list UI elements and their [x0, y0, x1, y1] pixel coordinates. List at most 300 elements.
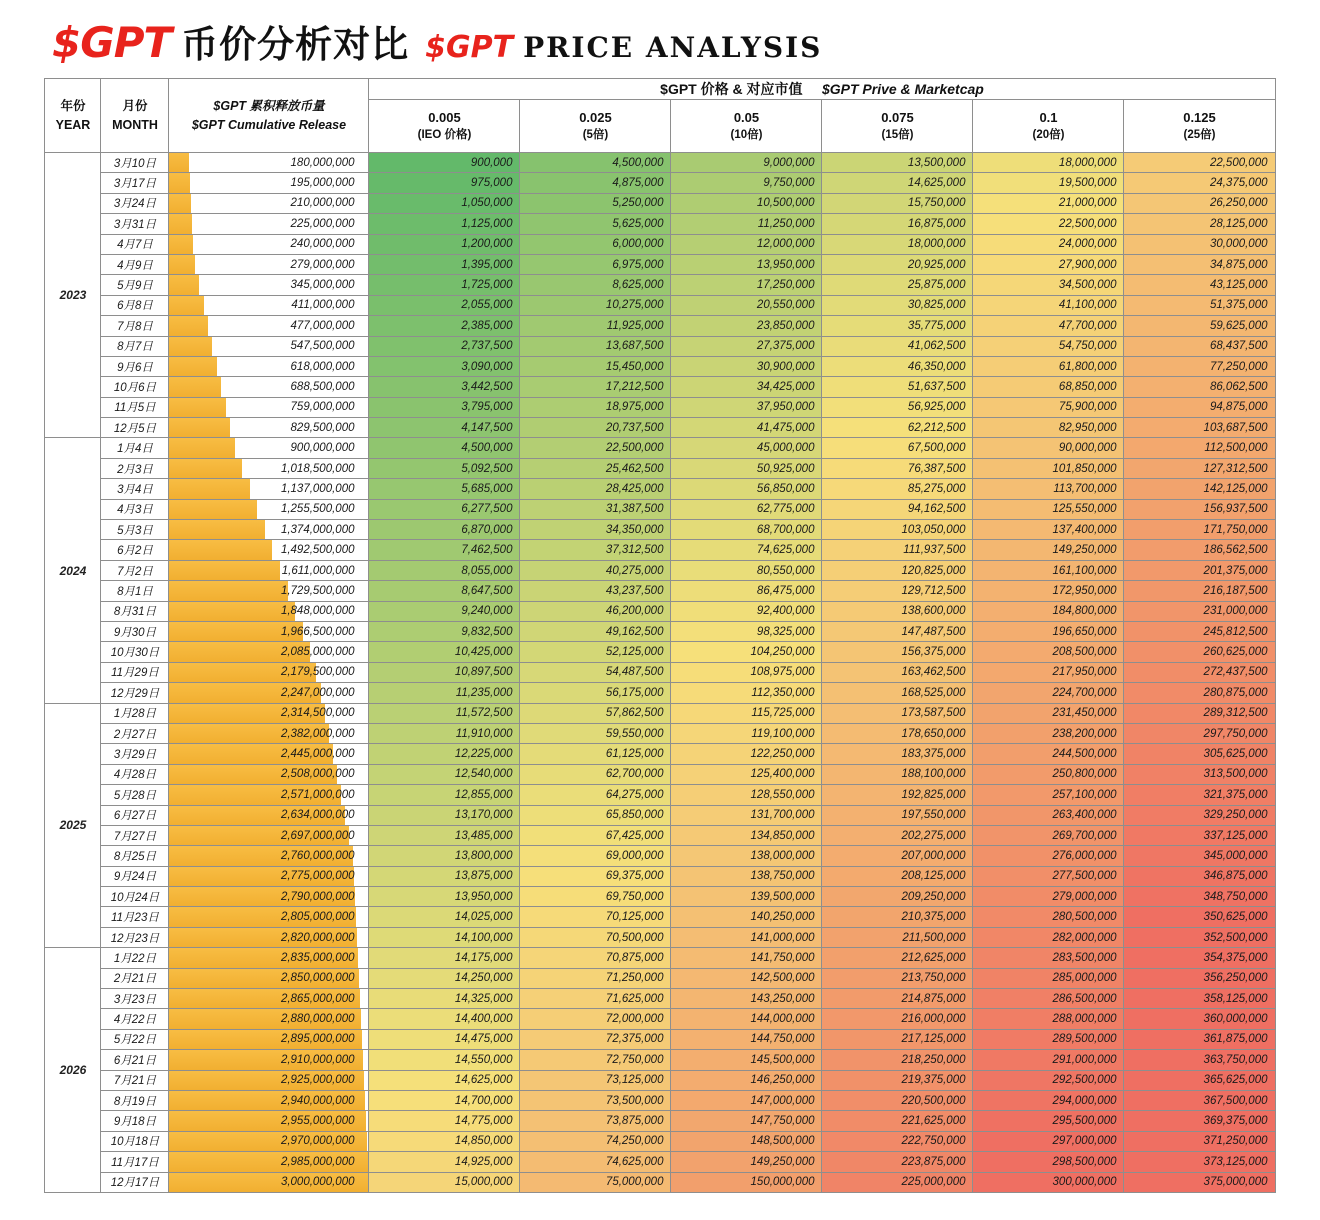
- marketcap-cell: 18,000,000: [822, 234, 973, 254]
- marketcap-cell: 3,442,500: [369, 377, 520, 397]
- release-value: 2,508,000,000: [280, 768, 355, 781]
- header-release-en: $GPT Cumulative Release: [191, 117, 347, 132]
- marketcap-cell: 12,540,000: [369, 764, 520, 784]
- cumulative-release-cell: [169, 723, 369, 743]
- month-cell: 3月23日: [101, 989, 169, 1009]
- marketcap-cell: 139,500,000: [671, 887, 822, 907]
- marketcap-cell: 103,687,500: [1124, 418, 1275, 438]
- release-value: 2,805,000,000: [280, 911, 355, 924]
- table-row: [45, 601, 1275, 621]
- header-cumulative-release: [169, 79, 369, 153]
- header-price-value: 0.05: [733, 109, 760, 125]
- release-value: 2,179,500,000: [280, 666, 355, 679]
- marketcap-cell: 197,550,000: [822, 805, 973, 825]
- month-cell: 9月6日: [101, 356, 169, 376]
- month-cell: 6月8日: [101, 295, 169, 315]
- marketcap-cell: 14,475,000: [369, 1029, 520, 1049]
- table-row: [45, 1050, 1275, 1070]
- marketcap-cell: 68,437,500: [1124, 336, 1275, 356]
- title-gpt-token: $GPT: [52, 18, 172, 67]
- release-value: 618,000,000: [290, 360, 355, 373]
- title-gpt-token-2: $GPT: [425, 30, 514, 65]
- marketcap-cell: 80,550,000: [671, 560, 822, 580]
- marketcap-cell: 14,100,000: [369, 927, 520, 947]
- marketcap-cell: 65,850,000: [520, 805, 671, 825]
- month-cell: 11月29日: [101, 662, 169, 682]
- header-group-en: $GPT Prive & Marketcap: [821, 81, 984, 97]
- marketcap-cell: 14,025,000: [369, 907, 520, 927]
- header-price-4: [822, 100, 973, 153]
- marketcap-cell: 184,800,000: [973, 601, 1124, 621]
- marketcap-cell: 13,485,000: [369, 825, 520, 845]
- table-row: [45, 173, 1275, 193]
- cumulative-release-cell: [169, 642, 369, 662]
- marketcap-cell: 10,897,500: [369, 662, 520, 682]
- month-cell: 4月22日: [101, 1009, 169, 1029]
- marketcap-cell: 67,425,000: [520, 825, 671, 845]
- marketcap-cell: 149,250,000: [973, 540, 1124, 560]
- cumulative-release-cell: [169, 540, 369, 560]
- marketcap-cell: 269,700,000: [973, 825, 1124, 845]
- table-row: [45, 948, 1275, 968]
- marketcap-cell: 13,500,000: [822, 153, 973, 173]
- marketcap-cell: 975,000: [369, 173, 520, 193]
- marketcap-cell: 142,125,000: [1124, 479, 1275, 499]
- release-value: 2,634,000,000: [280, 809, 355, 822]
- month-cell: 2月27日: [101, 723, 169, 743]
- marketcap-cell: 12,000,000: [671, 234, 822, 254]
- cumulative-release-cell: [169, 744, 369, 764]
- marketcap-cell: 9,240,000: [369, 601, 520, 621]
- table-row: [45, 499, 1275, 519]
- marketcap-cell: 144,750,000: [671, 1029, 822, 1049]
- table-row: [45, 418, 1275, 438]
- marketcap-cell: 148,500,000: [671, 1131, 822, 1151]
- month-cell: 2月21日: [101, 968, 169, 988]
- release-value: 2,571,000,000: [280, 788, 355, 801]
- month-cell: 3月29日: [101, 744, 169, 764]
- marketcap-cell: 358,125,000: [1124, 989, 1275, 1009]
- marketcap-cell: 68,850,000: [973, 377, 1124, 397]
- marketcap-cell: 6,870,000: [369, 520, 520, 540]
- marketcap-cell: 34,350,000: [520, 520, 671, 540]
- month-cell: 7月2日: [101, 560, 169, 580]
- cumulative-release-cell: [169, 234, 369, 254]
- table-header: [45, 79, 1275, 153]
- marketcap-cell: 141,000,000: [671, 927, 822, 947]
- cumulative-release-cell: [169, 336, 369, 356]
- table-row: [45, 968, 1275, 988]
- marketcap-cell: 68,700,000: [671, 520, 822, 540]
- month-cell: 10月24日: [101, 887, 169, 907]
- cumulative-release-cell: [169, 887, 369, 907]
- header-year-cn: 年份: [60, 98, 86, 113]
- table-row: [45, 581, 1275, 601]
- marketcap-cell: 375,000,000: [1124, 1172, 1275, 1192]
- marketcap-cell: 112,500,000: [1124, 438, 1275, 458]
- release-value: 829,500,000: [290, 421, 355, 434]
- month-cell: 9月24日: [101, 866, 169, 886]
- month-cell: 8月25日: [101, 846, 169, 866]
- marketcap-cell: 360,000,000: [1124, 1009, 1275, 1029]
- marketcap-cell: 288,000,000: [973, 1009, 1124, 1029]
- marketcap-cell: 86,062,500: [1124, 377, 1275, 397]
- month-cell: 9月30日: [101, 621, 169, 641]
- month-cell: 4月9日: [101, 254, 169, 274]
- release-value: 1,611,000,000: [281, 564, 355, 577]
- table-row: [45, 397, 1275, 417]
- table-row: [45, 275, 1275, 295]
- marketcap-cell: 171,750,000: [1124, 520, 1275, 540]
- marketcap-cell: 31,387,500: [520, 499, 671, 519]
- marketcap-cell: 41,062,500: [822, 336, 973, 356]
- marketcap-cell: 28,425,000: [520, 479, 671, 499]
- marketcap-cell: 47,700,000: [973, 316, 1124, 336]
- month-cell: 5月28日: [101, 785, 169, 805]
- marketcap-cell: 56,850,000: [671, 479, 822, 499]
- marketcap-cell: 192,825,000: [822, 785, 973, 805]
- header-price-2: [520, 100, 671, 153]
- marketcap-cell: 90,000,000: [973, 438, 1124, 458]
- marketcap-cell: 108,975,000: [671, 662, 822, 682]
- marketcap-cell: 260,625,000: [1124, 642, 1275, 662]
- marketcap-cell: 147,487,500: [822, 621, 973, 641]
- marketcap-cell: 163,462,500: [822, 662, 973, 682]
- marketcap-cell: 34,500,000: [973, 275, 1124, 295]
- marketcap-cell: 52,125,000: [520, 642, 671, 662]
- marketcap-cell: 245,812,500: [1124, 621, 1275, 641]
- marketcap-cell: 94,162,500: [822, 499, 973, 519]
- release-value: 688,500,000: [290, 380, 355, 393]
- marketcap-cell: 13,800,000: [369, 846, 520, 866]
- month-cell: 5月9日: [101, 275, 169, 295]
- cumulative-release-cell: [169, 499, 369, 519]
- marketcap-cell: 173,587,500: [822, 703, 973, 723]
- marketcap-cell: 207,000,000: [822, 846, 973, 866]
- table-row: [45, 1152, 1275, 1172]
- marketcap-cell: 46,350,000: [822, 356, 973, 376]
- marketcap-cell: 23,850,000: [671, 316, 822, 336]
- marketcap-cell: 9,832,500: [369, 621, 520, 641]
- marketcap-cell: 20,925,000: [822, 254, 973, 274]
- marketcap-cell: 46,200,000: [520, 601, 671, 621]
- marketcap-cell: 11,910,000: [369, 723, 520, 743]
- marketcap-cell: 21,000,000: [973, 193, 1124, 213]
- header-month-en: MONTH: [112, 117, 158, 132]
- marketcap-cell: 82,950,000: [973, 418, 1124, 438]
- marketcap-cell: 1,200,000: [369, 234, 520, 254]
- release-value: 1,966,500,000: [280, 625, 355, 638]
- cumulative-release-cell: [169, 907, 369, 927]
- marketcap-cell: 57,862,500: [520, 703, 671, 723]
- marketcap-cell: 59,625,000: [1124, 316, 1275, 336]
- marketcap-cell: 141,750,000: [671, 948, 822, 968]
- marketcap-cell: 12,225,000: [369, 744, 520, 764]
- marketcap-cell: 280,500,000: [973, 907, 1124, 927]
- marketcap-cell: 356,250,000: [1124, 968, 1275, 988]
- marketcap-cell: 14,400,000: [369, 1009, 520, 1029]
- marketcap-cell: 120,825,000: [822, 560, 973, 580]
- release-value: 2,790,000,000: [280, 890, 355, 903]
- marketcap-cell: 70,500,000: [520, 927, 671, 947]
- marketcap-cell: 129,712,500: [822, 581, 973, 601]
- marketcap-cell: 168,525,000: [822, 683, 973, 703]
- year-cell: 2023: [45, 153, 101, 438]
- marketcap-cell: 137,400,000: [973, 520, 1124, 540]
- marketcap-cell: 297,000,000: [973, 1131, 1124, 1151]
- cumulative-release-cell: [169, 418, 369, 438]
- table-row: [45, 703, 1275, 723]
- marketcap-cell: 14,925,000: [369, 1152, 520, 1172]
- cumulative-release-cell: [169, 479, 369, 499]
- table-row: [45, 785, 1275, 805]
- marketcap-cell: 183,375,000: [822, 744, 973, 764]
- table-row: [45, 989, 1275, 1009]
- marketcap-cell: 276,000,000: [973, 846, 1124, 866]
- marketcap-cell: 11,925,000: [520, 316, 671, 336]
- header-price-note: (25倍): [1183, 129, 1216, 142]
- cumulative-release-cell: [169, 1172, 369, 1192]
- marketcap-cell: 352,500,000: [1124, 927, 1275, 947]
- release-value: 2,445,000,000: [280, 748, 355, 761]
- marketcap-cell: 56,175,000: [520, 683, 671, 703]
- cumulative-release-cell: [169, 662, 369, 682]
- marketcap-cell: 20,550,000: [671, 295, 822, 315]
- marketcap-cell: 196,650,000: [973, 621, 1124, 641]
- cumulative-release-cell: [169, 621, 369, 641]
- marketcap-cell: 18,975,000: [520, 397, 671, 417]
- marketcap-cell: 1,395,000: [369, 254, 520, 274]
- marketcap-cell: 30,000,000: [1124, 234, 1275, 254]
- marketcap-cell: 289,500,000: [973, 1029, 1124, 1049]
- marketcap-cell: 1,050,000: [369, 193, 520, 213]
- release-value: 2,880,000,000: [280, 1013, 355, 1026]
- marketcap-cell: 16,875,000: [822, 214, 973, 234]
- table-row: [45, 662, 1275, 682]
- release-value: 2,382,000,000: [280, 727, 355, 740]
- table-row: [45, 458, 1275, 478]
- marketcap-cell: 5,092,500: [369, 458, 520, 478]
- marketcap-cell: 70,125,000: [520, 907, 671, 927]
- marketcap-cell: 74,250,000: [520, 1131, 671, 1151]
- year-cell: 2025: [45, 703, 101, 948]
- marketcap-cell: 62,212,500: [822, 418, 973, 438]
- marketcap-cell: 210,375,000: [822, 907, 973, 927]
- month-cell: 8月1日: [101, 581, 169, 601]
- marketcap-cell: 14,625,000: [369, 1070, 520, 1090]
- release-value: 240,000,000: [290, 238, 355, 251]
- cumulative-release-cell: [169, 785, 369, 805]
- cumulative-release-cell: [169, 560, 369, 580]
- page-title: [24, 14, 1296, 68]
- marketcap-cell: 14,775,000: [369, 1111, 520, 1131]
- marketcap-cell: 112,350,000: [671, 683, 822, 703]
- marketcap-cell: 208,500,000: [973, 642, 1124, 662]
- marketcap-cell: 300,000,000: [973, 1172, 1124, 1192]
- marketcap-cell: 1,725,000: [369, 275, 520, 295]
- marketcap-cell: 213,750,000: [822, 968, 973, 988]
- month-cell: 5月3日: [101, 520, 169, 540]
- month-cell: 8月19日: [101, 1090, 169, 1110]
- marketcap-cell: 365,625,000: [1124, 1070, 1275, 1090]
- header-group-cn: $GPT 价格 & 对应市值: [660, 81, 803, 97]
- header-price-note: (20倍): [1032, 129, 1065, 142]
- release-value: 180,000,000: [290, 156, 355, 169]
- marketcap-cell: 15,000,000: [369, 1172, 520, 1192]
- month-cell: 4月7日: [101, 234, 169, 254]
- marketcap-cell: 313,500,000: [1124, 764, 1275, 784]
- release-value: 2,970,000,000: [280, 1135, 355, 1148]
- marketcap-cell: 1,125,000: [369, 214, 520, 234]
- marketcap-cell: 4,500,000: [369, 438, 520, 458]
- month-cell: 12月17日: [101, 1172, 169, 1192]
- marketcap-cell: 222,750,000: [822, 1131, 973, 1151]
- marketcap-cell: 146,250,000: [671, 1070, 822, 1090]
- marketcap-cell: 142,500,000: [671, 968, 822, 988]
- marketcap-cell: 86,475,000: [671, 581, 822, 601]
- marketcap-cell: 291,000,000: [973, 1050, 1124, 1070]
- release-value: 2,820,000,000: [280, 931, 355, 944]
- release-value: 477,000,000: [290, 319, 355, 332]
- table-row: [45, 1070, 1275, 1090]
- marketcap-cell: 361,875,000: [1124, 1029, 1275, 1049]
- cumulative-release-cell: [169, 295, 369, 315]
- cumulative-release-cell: [169, 397, 369, 417]
- release-value: 2,775,000,000: [280, 870, 355, 883]
- marketcap-cell: 67,500,000: [822, 438, 973, 458]
- table-row: [45, 153, 1275, 173]
- month-cell: 8月31日: [101, 601, 169, 621]
- marketcap-cell: 115,725,000: [671, 703, 822, 723]
- marketcap-cell: 216,000,000: [822, 1009, 973, 1029]
- table-row: [45, 560, 1275, 580]
- marketcap-cell: 298,500,000: [973, 1152, 1124, 1172]
- month-cell: 3月17日: [101, 173, 169, 193]
- marketcap-cell: 20,737,500: [520, 418, 671, 438]
- release-value: 1,729,500,000: [280, 584, 355, 597]
- marketcap-cell: 363,750,000: [1124, 1050, 1275, 1070]
- marketcap-cell: 103,050,000: [822, 520, 973, 540]
- marketcap-cell: 41,100,000: [973, 295, 1124, 315]
- marketcap-cell: 369,375,000: [1124, 1111, 1275, 1131]
- marketcap-cell: 18,000,000: [973, 153, 1124, 173]
- table-body: [45, 153, 1275, 1193]
- marketcap-cell: 73,125,000: [520, 1070, 671, 1090]
- release-value: 2,835,000,000: [280, 951, 355, 964]
- marketcap-cell: 214,875,000: [822, 989, 973, 1009]
- marketcap-cell: 125,550,000: [973, 499, 1124, 519]
- marketcap-cell: 37,950,000: [671, 397, 822, 417]
- marketcap-cell: 14,325,000: [369, 989, 520, 1009]
- cumulative-release-cell: [169, 173, 369, 193]
- release-value: 2,955,000,000: [280, 1115, 355, 1128]
- marketcap-cell: 224,700,000: [973, 683, 1124, 703]
- cumulative-release-cell: [169, 275, 369, 295]
- cumulative-release-cell: [169, 153, 369, 173]
- marketcap-cell: 373,125,000: [1124, 1152, 1275, 1172]
- header-price-note: (IEO 价格): [417, 129, 472, 142]
- cumulative-release-cell: [169, 948, 369, 968]
- marketcap-cell: 156,375,000: [822, 642, 973, 662]
- marketcap-cell: 62,775,000: [671, 499, 822, 519]
- month-cell: 12月5日: [101, 418, 169, 438]
- marketcap-cell: 277,500,000: [973, 866, 1124, 886]
- cumulative-release-cell: [169, 601, 369, 621]
- marketcap-cell: 11,250,000: [671, 214, 822, 234]
- marketcap-cell: 3,795,000: [369, 397, 520, 417]
- table-row: [45, 520, 1275, 540]
- release-value: 1,492,500,000: [280, 544, 355, 557]
- month-cell: 3月10日: [101, 153, 169, 173]
- marketcap-cell: 51,375,000: [1124, 295, 1275, 315]
- header-price-1: [369, 100, 520, 153]
- cumulative-release-cell: [169, 1111, 369, 1131]
- marketcap-cell: 900,000: [369, 153, 520, 173]
- marketcap-cell: 34,875,000: [1124, 254, 1275, 274]
- marketcap-cell: 25,462,500: [520, 458, 671, 478]
- header-year: [45, 79, 101, 153]
- month-cell: 3月4日: [101, 479, 169, 499]
- marketcap-cell: 14,250,000: [369, 968, 520, 988]
- month-cell: 1月22日: [101, 948, 169, 968]
- marketcap-cell: 223,875,000: [822, 1152, 973, 1172]
- marketcap-cell: 13,950,000: [369, 887, 520, 907]
- marketcap-cell: 12,855,000: [369, 785, 520, 805]
- marketcap-cell: 7,462,500: [369, 540, 520, 560]
- marketcap-cell: 4,875,000: [520, 173, 671, 193]
- marketcap-cell: 35,775,000: [822, 316, 973, 336]
- month-cell: 5月22日: [101, 1029, 169, 1049]
- marketcap-cell: 238,200,000: [973, 723, 1124, 743]
- marketcap-cell: 8,625,000: [520, 275, 671, 295]
- cumulative-release-cell: [169, 968, 369, 988]
- table-row: [45, 214, 1275, 234]
- title-english: PRICE ANALYSIS: [523, 31, 823, 64]
- marketcap-cell: 40,275,000: [520, 560, 671, 580]
- release-value: 2,850,000,000: [280, 972, 355, 985]
- marketcap-cell: 92,400,000: [671, 601, 822, 621]
- marketcap-cell: 50,925,000: [671, 458, 822, 478]
- cumulative-release-cell: [169, 989, 369, 1009]
- marketcap-cell: 19,500,000: [973, 173, 1124, 193]
- cumulative-release-cell: [169, 581, 369, 601]
- cumulative-release-cell: [169, 1070, 369, 1090]
- month-cell: 7月21日: [101, 1070, 169, 1090]
- marketcap-cell: 5,625,000: [520, 214, 671, 234]
- cumulative-release-cell: [169, 764, 369, 784]
- table-row: [45, 234, 1275, 254]
- release-value: 2,895,000,000: [280, 1033, 355, 1046]
- marketcap-cell: 201,375,000: [1124, 560, 1275, 580]
- marketcap-cell: 138,000,000: [671, 846, 822, 866]
- cumulative-release-cell: [169, 377, 369, 397]
- year-cell: 2024: [45, 438, 101, 703]
- cumulative-release-cell: [169, 1029, 369, 1049]
- marketcap-cell: 244,500,000: [973, 744, 1124, 764]
- release-value: 411,000,000: [291, 299, 355, 312]
- cumulative-release-cell: [169, 1050, 369, 1070]
- release-value: 759,000,000: [290, 401, 355, 414]
- marketcap-cell: 59,550,000: [520, 723, 671, 743]
- marketcap-cell: 122,250,000: [671, 744, 822, 764]
- cumulative-release-cell: [169, 683, 369, 703]
- month-cell: 7月27日: [101, 825, 169, 845]
- table-row: [45, 438, 1275, 458]
- marketcap-cell: 178,650,000: [822, 723, 973, 743]
- release-value: 3,000,000,000: [280, 1176, 355, 1189]
- table-row: [45, 479, 1275, 499]
- table-row: [45, 927, 1275, 947]
